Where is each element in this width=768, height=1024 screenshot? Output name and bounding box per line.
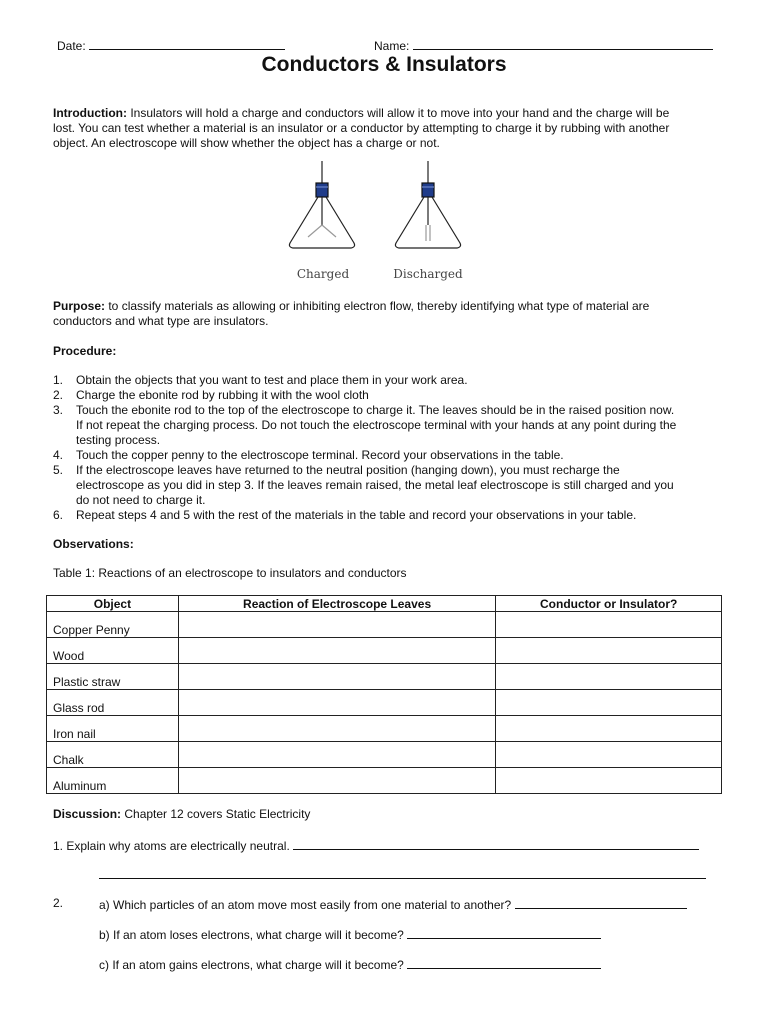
date-label: Date: — [57, 39, 86, 53]
introduction-line-2: lost. You can test whether a material is an insulator or a conductor by attempting to charge it by rubbing with another — [53, 121, 670, 135]
procedure-step — [53, 463, 713, 508]
electroscope-figure — [268, 155, 484, 287]
classification-cell[interactable] — [496, 768, 722, 794]
classification-cell[interactable] — [496, 664, 722, 690]
table-caption: Table 1: Reactions of an electroscope to insulators and conductors — [53, 566, 407, 580]
step-number: 6. — [53, 508, 64, 522]
procedure-step — [53, 373, 713, 388]
classification-cell[interactable] — [496, 638, 722, 664]
observations-heading: Observations: — [53, 537, 134, 551]
name-blank[interactable] — [413, 37, 713, 50]
classification-cell[interactable] — [496, 690, 722, 716]
table-header-row — [47, 596, 722, 612]
purpose-line-1: to classify materials as allowing or inhibiting electron flow, thereby identifying what type of material are — [105, 299, 650, 313]
discussion — [53, 807, 310, 822]
object-cell: Glass rod — [47, 690, 179, 716]
answer-blank-2c[interactable] — [407, 956, 601, 969]
question-2a — [99, 896, 687, 913]
procedure-step — [53, 388, 713, 403]
procedure-step — [53, 448, 713, 463]
page-title: Conductors & Insulators — [261, 53, 507, 76]
step-text: testing process. — [76, 433, 161, 447]
name-line[interactable] — [374, 37, 713, 54]
step-number: 5. — [53, 463, 64, 477]
step-text: Obtain the objects that you want to test and place them in your work area. — [76, 373, 468, 387]
reaction-cell[interactable] — [178, 742, 495, 768]
classification-cell[interactable] — [496, 716, 722, 742]
date-blank[interactable] — [89, 37, 285, 50]
caption-charged: Charged — [296, 267, 350, 281]
question-2b-text: b) If an atom loses electrons, what charge will it become? — [99, 928, 404, 942]
answer-blank-2b[interactable] — [407, 926, 601, 939]
classification-cell[interactable] — [496, 742, 722, 768]
classification-cell[interactable] — [496, 612, 722, 638]
object-cell: Aluminum — [47, 768, 179, 794]
question-2-number: 2. — [53, 896, 64, 910]
table-row — [47, 742, 722, 768]
step-number: 2. — [53, 388, 64, 402]
table-row — [47, 690, 722, 716]
column-header-object: Object — [47, 596, 179, 612]
name-label: Name: — [374, 39, 410, 53]
step-text: Repeat steps 4 and 5 with the rest of the materials in the table and record your observations in your table. — [76, 508, 637, 522]
table-row — [47, 612, 722, 638]
step-number: 1. — [53, 373, 64, 387]
table-row — [47, 768, 722, 794]
question-2c — [99, 956, 601, 973]
question-2c-text: c) If an atom gains electrons, what charge will it become? — [99, 958, 404, 972]
reaction-cell[interactable] — [178, 664, 495, 690]
discharged-electroscope — [395, 161, 460, 248]
table-row — [47, 716, 722, 742]
question-1 — [53, 837, 699, 854]
question-1-text: 1. Explain why atoms are electrically neutral. — [53, 839, 290, 853]
step-text: do not need to charge it. — [76, 493, 206, 507]
column-header-reaction: Reaction of Electroscope Leaves — [178, 596, 495, 612]
step-text: If not repeat the charging process. Do not touch the electroscope terminal with your hands at any point during the — [76, 418, 677, 432]
procedure-list — [53, 373, 713, 523]
step-number: 3. — [53, 403, 64, 417]
step-text: If the electroscope leaves have returned to the neutral position (hanging down), you must recharge the — [76, 463, 620, 477]
procedure-step — [53, 508, 713, 523]
reaction-cell[interactable] — [178, 690, 495, 716]
introduction-line-1: Insulators will hold a charge and conductors will allow it to move into your hand and the charge will be — [126, 106, 670, 120]
purpose — [53, 299, 733, 329]
step-text: Touch the copper penny to the electroscope terminal. Record your observations in the table. — [76, 448, 564, 462]
purpose-label: Purpose: — [53, 299, 106, 313]
date-line[interactable] — [57, 37, 285, 54]
caption-discharged: Discharged — [393, 267, 463, 281]
table-row — [47, 664, 722, 690]
procedure-heading: Procedure: — [53, 344, 117, 358]
introduction — [53, 106, 733, 151]
charged-electroscope — [289, 161, 354, 248]
table-row — [47, 638, 722, 664]
question-2b — [99, 926, 601, 943]
purpose-line-2: conductors and what type are insulators. — [53, 314, 269, 328]
introduction-line-3: object. An electroscope will show whether the object has a charge or not. — [53, 136, 440, 150]
answer-blank-1[interactable] — [293, 837, 699, 850]
step-text: Charge the ebonite rod by rubbing it with the wool cloth — [76, 388, 369, 402]
answer-blank-1b[interactable] — [99, 866, 706, 879]
object-cell: Iron nail — [47, 716, 179, 742]
answer-blank-2a[interactable] — [515, 896, 687, 909]
object-cell: Chalk — [47, 742, 179, 768]
object-cell: Wood — [47, 638, 179, 664]
step-number: 4. — [53, 448, 64, 462]
object-cell: Copper Penny — [47, 612, 179, 638]
discussion-label: Discussion: — [53, 807, 122, 821]
introduction-label: Introduction: — [53, 106, 127, 120]
discussion-text: Chapter 12 covers Static Electricity — [121, 807, 311, 821]
observations-table — [46, 595, 722, 794]
procedure-step — [53, 403, 713, 448]
column-header-classification: Conductor or Insulator? — [496, 596, 722, 612]
question-2a-text: a) Which particles of an atom move most easily from one material to another? — [99, 898, 512, 912]
object-cell: Plastic straw — [47, 664, 179, 690]
reaction-cell[interactable] — [178, 638, 495, 664]
reaction-cell[interactable] — [178, 768, 495, 794]
reaction-cell[interactable] — [178, 612, 495, 638]
step-text: Touch the ebonite rod to the top of the electroscope to charge it. The leaves should be in the raised position now. — [76, 403, 675, 417]
reaction-cell[interactable] — [178, 716, 495, 742]
step-text: electroscope as you did in step 3. If the leaves remain raised, the metal leaf electroscope is still charged and you — [76, 478, 674, 492]
